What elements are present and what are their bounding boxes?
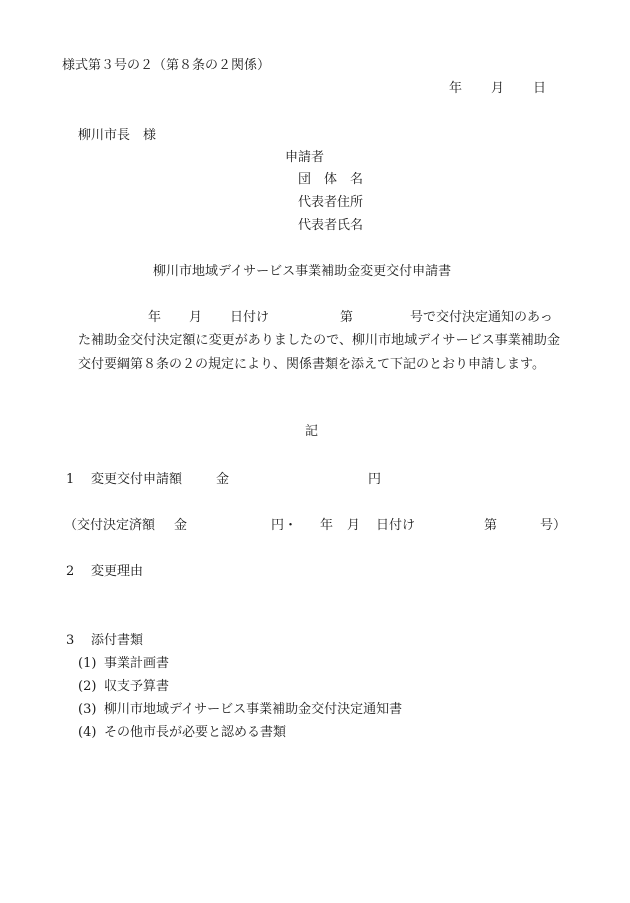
rep-address-label: 代表者住所 [298, 195, 364, 210]
body-number-suffix: 号で交付決定通知のあっ [410, 310, 553, 325]
item-3-number: 3 [66, 633, 75, 648]
attachment-number: (2) [78, 679, 97, 694]
decided-open: （交付決定済額 [64, 518, 156, 533]
decided-dated: 日付け [376, 518, 416, 533]
ki-heading: 記 [305, 424, 319, 439]
addressee: 柳川市長 様 [78, 128, 157, 143]
rep-name-label: 代表者氏名 [298, 218, 364, 233]
item-1-label: 変更交付申請額 [91, 472, 183, 487]
attachment-number: (3) [78, 702, 97, 717]
attachment-number: (1) [78, 656, 97, 671]
document-title: 柳川市地域デイサービス事業補助金変更交付申請書 [153, 264, 452, 279]
date-year: 年 [449, 81, 463, 96]
org-name-label: 団 体 名 [298, 172, 364, 187]
form-label: 様式第３号の２（第８条の２関係） [62, 58, 271, 73]
decided-year: 年 [320, 518, 334, 533]
body-number-prefix: 第 [340, 310, 354, 325]
decided-month: 月 [347, 518, 361, 533]
attachment-number: (4) [78, 725, 97, 740]
attachment-text: 収支予算書 [104, 679, 170, 694]
date-day: 日 [533, 81, 547, 96]
body-year: 年 [148, 310, 162, 325]
body-paragraph: た補助金交付決定額に変更がありましたので、柳川市地域デイサービス事業補助金交付要綱第８条の２の規定により、関係書類を添えて下記のとおり申請します。 [78, 333, 560, 372]
date-month: 月 [491, 81, 505, 96]
decided-yen: 円・ [271, 518, 298, 533]
body-month: 月 [189, 310, 203, 325]
decided-kin: 金 [174, 518, 188, 533]
item-1-yen: 円 [368, 472, 382, 487]
attachment-text: その他市長が必要と認める書類 [104, 725, 287, 740]
item-1-number: 1 [66, 472, 75, 487]
item-2-label: 変更理由 [91, 564, 144, 579]
decided-number-prefix: 第 [484, 518, 498, 533]
item-3-label: 添付書類 [91, 633, 144, 648]
decided-number-suffix: 号） [540, 518, 567, 533]
attachment-text: 事業計画書 [104, 656, 170, 671]
item-2-number: 2 [66, 564, 75, 579]
applicant-title: 申請者 [285, 150, 325, 165]
body-dated: 日付け [230, 310, 270, 325]
item-1-kin: 金 [216, 472, 230, 487]
attachment-text: 柳川市地域デイサービス事業補助金交付決定通知書 [104, 702, 403, 717]
